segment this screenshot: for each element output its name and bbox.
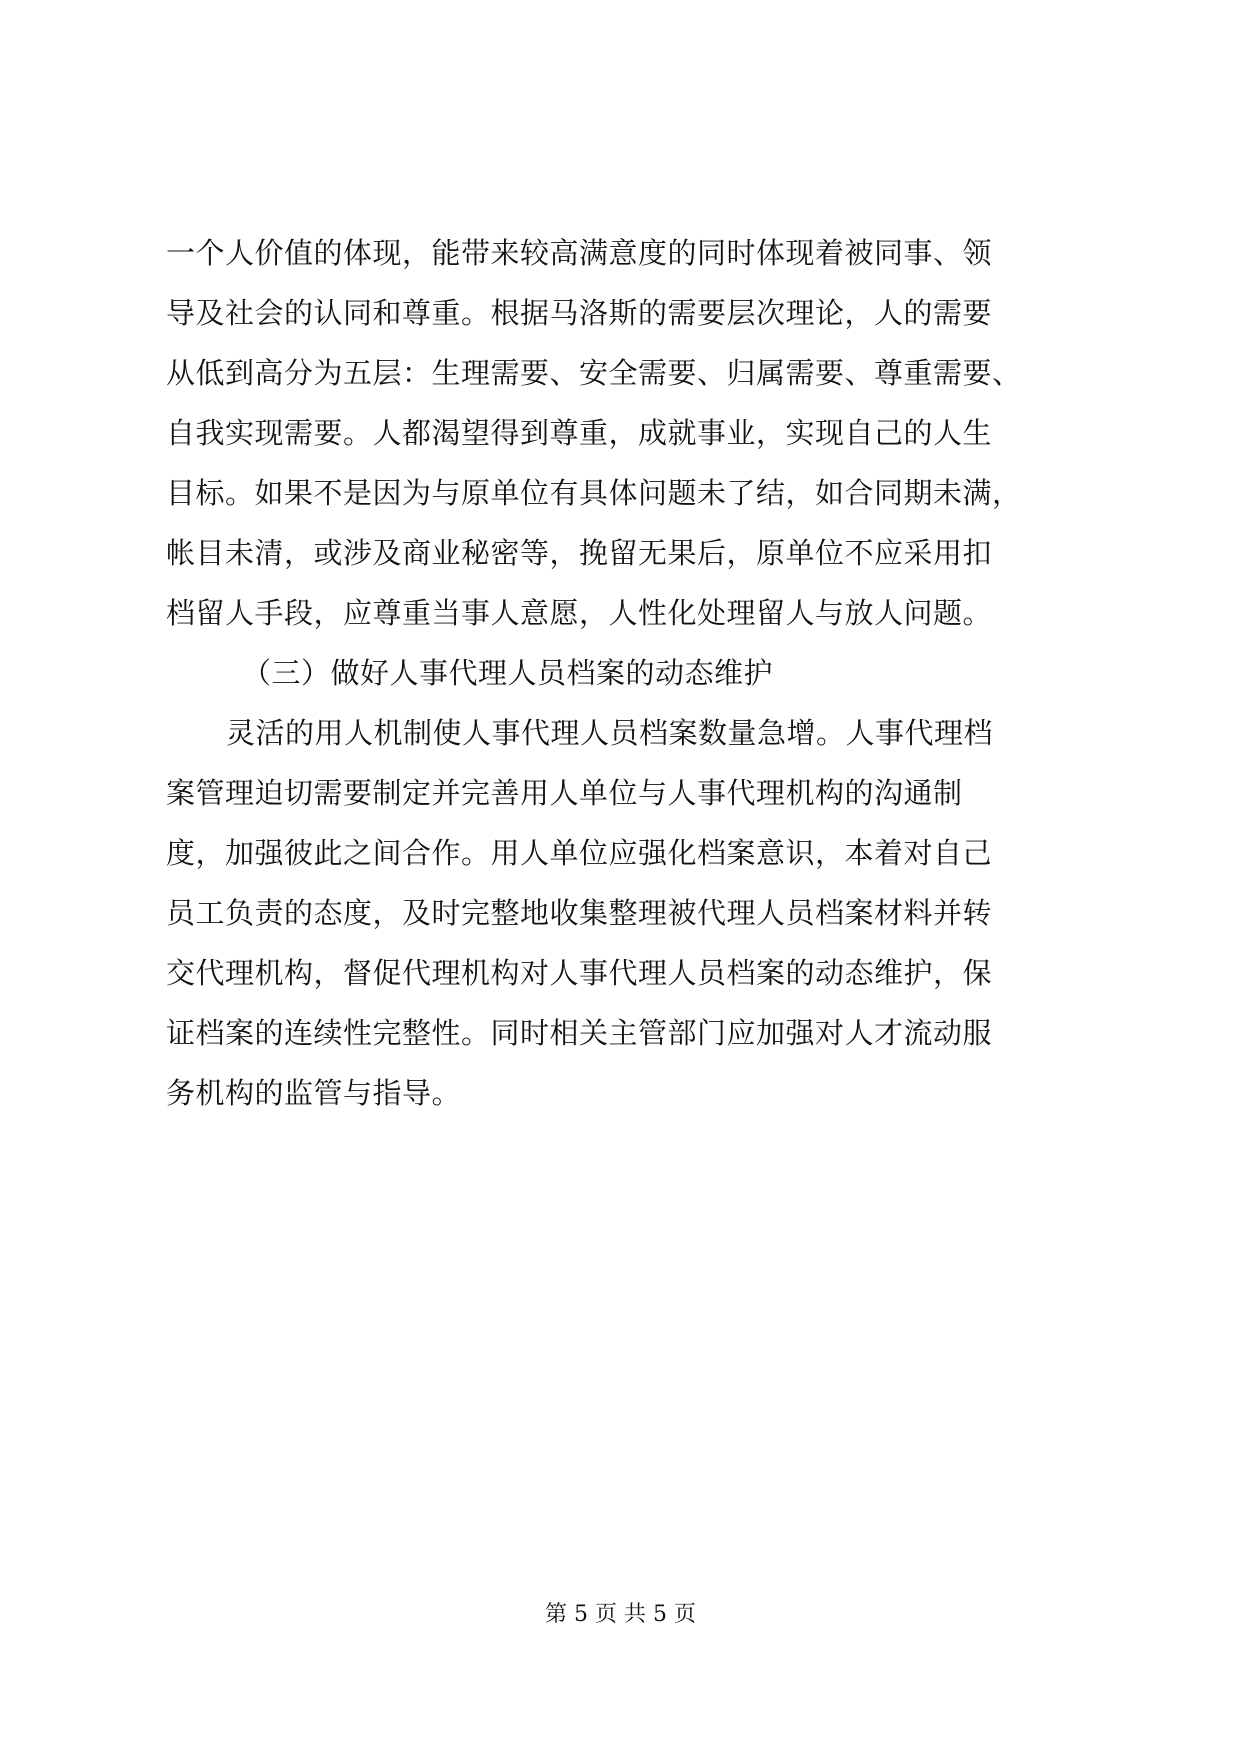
- text-line: 案管理迫切需要制定并完善用人单位与人事代理机构的沟通制: [166, 776, 963, 810]
- text-line: 帐目未清，或涉及商业秘密等，挽留无果后，原单位不应采用扣: [166, 536, 993, 570]
- text-line: 导及社会的认同和尊重。根据马洛斯的需要层次理论，人的需要: [166, 296, 993, 330]
- text-line: 员工负责的态度，及时完整地收集整理被代理人员档案材料并转: [166, 896, 993, 930]
- text-line: 档留人手段，应尊重当事人意愿，人性化处理留人与放人问题。: [166, 596, 993, 630]
- text-line: 从低到高分为五层：生理需要、安全需要、归属需要、尊重需要、: [166, 356, 1022, 390]
- text-line: 目标。如果不是因为与原单位有具体问题未了结，如合同期未满，: [166, 476, 1022, 510]
- text-line: 证档案的连续性完整性。同时相关主管部门应加强对人才流动服: [166, 1016, 993, 1050]
- text-line: 交代理机构，督促代理机构对人事代理人员档案的动态维护，保: [166, 956, 993, 990]
- text-line: 度，加强彼此之间合作。用人单位应强化档案意识，本着对自己: [166, 836, 993, 870]
- text-line: 一个人价值的体现，能带来较高满意度的同时体现着被同事、领: [166, 236, 993, 270]
- section-heading: （三）做好人事代理人员档案的动态维护: [242, 656, 774, 690]
- paragraph-first-line: 灵活的用人机制使人事代理人员档案数量急增。人事代理档: [226, 716, 994, 750]
- text-line: 务机构的监管与指导。: [166, 1076, 462, 1110]
- text-line: 自我实现需要。人都渴望得到尊重，成就事业，实现自己的人生: [166, 416, 993, 450]
- page-number-footer: 第 5 页 共 5 页: [545, 1602, 696, 1627]
